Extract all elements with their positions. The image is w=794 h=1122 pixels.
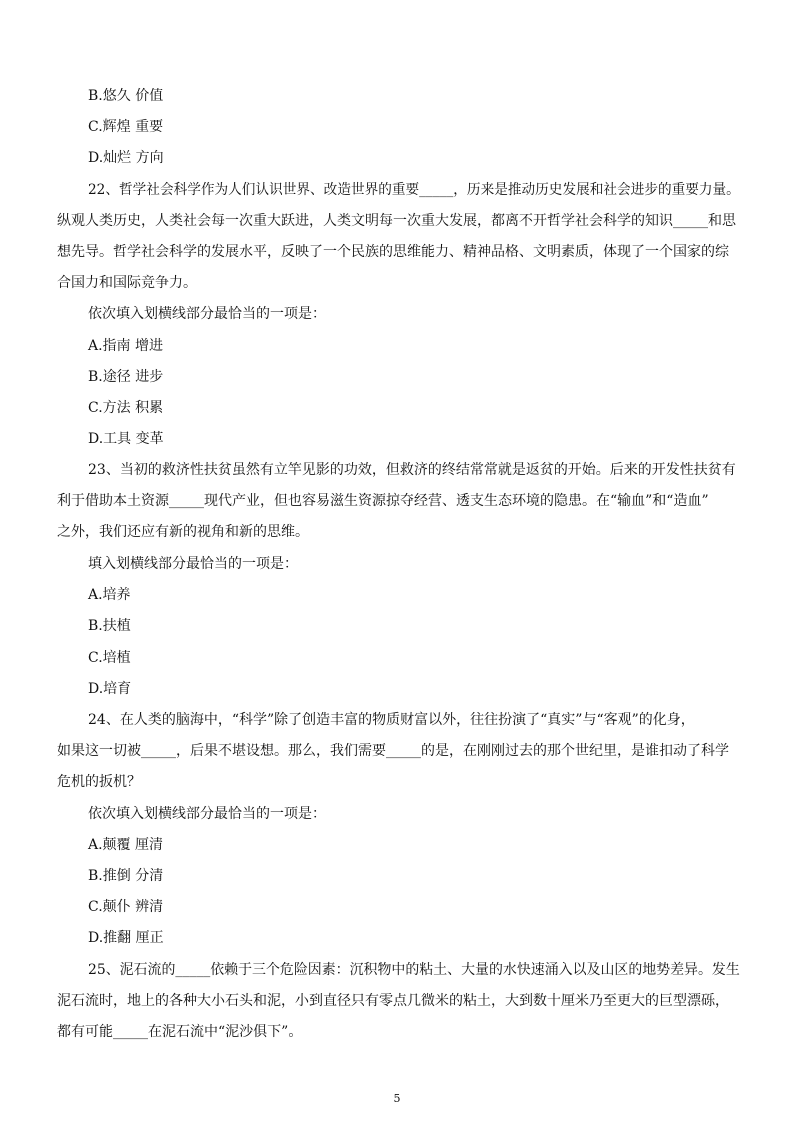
q21-option-c: C.辉煌 重要 [88,119,164,135]
q22-option-d: D.工具 变革 [88,431,164,447]
q21-option-b: B.悠久 价值 [88,88,164,104]
q24-option-a: A.颠覆 厘清 [88,837,164,853]
q22-option-b: B.途径 进步 [88,369,164,385]
q22-stem-line: 纵观人类历史，人类社会每一次重大跃进，人类文明每一次重大发展，都离不开哲学社会科学的知识_____和思 [57,213,736,229]
q24-stem-line: 危机的扳机？ [57,774,141,790]
q24-option-c: C.颠仆 辨清 [88,899,164,915]
q25-stem-line: 都有可能_____在泥石流中“泥沙俱下”。 [57,1024,303,1040]
q24-stem-line: 24、在人类的脑海中，“科学”除了创造丰富的物质财富以外，往往扮演了“真实”与“客观”的化身， [88,712,695,728]
q23-option-c: C.培植 [88,650,131,666]
q24-option-d: D.推翻 厘正 [88,930,164,946]
q22-stem-line: 合国力和国际竞争力。 [57,275,197,291]
q23-prompt: 填入划横线部分最恰当的一项是： [88,556,298,572]
page-number: 5 [393,1092,401,1105]
q22-stem-line: 想先导。哲学社会科学的发展水平，反映了一个民族的思维能力、精神品格、文明素质，体现了一个国家的综 [57,244,729,260]
q22-option-c: C.方法 积累 [88,400,164,416]
q23-stem-line: 利于借助本土资源_____现代产业，但也容易滋生资源掠夺经营、透支生态环境的隐患。在“输血”和“造血” [57,493,709,509]
q24-stem-line: 如果这一切被_____，后果不堪设想。那么，我们需要_____的是，在刚刚过去的那个世纪里，是谁扣动了科学 [57,743,729,759]
q23-option-d: D.培育 [88,681,132,697]
q22-prompt: 依次填入划横线部分最恰当的一项是： [88,306,326,322]
q22-stem-line: 22、哲学社会科学作为人们认识世界、改造世界的重要_____，历来是推动历史发展和社会进步的重要力量。 [88,182,740,198]
q23-stem-line: 之外，我们还应有新的视角和新的思维。 [57,524,309,540]
q23-option-a: A.培养 [88,587,131,603]
q21-option-d: D.灿烂 方向 [88,150,164,166]
q23-option-b: B.扶植 [88,618,131,634]
q22-option-a: A.指南 增进 [88,338,164,354]
q24-prompt: 依次填入划横线部分最恰当的一项是： [88,806,326,822]
q23-stem-line: 23、当初的救济性扶贫虽然有立竿见影的功效，但救济的终结常常就是返贫的开始。后来的开发性扶贫有 [88,462,736,478]
q24-option-b: B.推倒 分清 [88,868,164,884]
q25-stem-line: 25、泥石流的_____依赖于三个危险因素：沉积物中的粘土、大量的水快速涌入以及山区的地势差异。发生 [88,962,740,978]
q25-stem-line: 泥石流时，地上的各种大小石头和泥，小到直径只有零点几微米的粘土，大到数十厘米乃至更大的巨型漂砾， [57,993,729,1009]
